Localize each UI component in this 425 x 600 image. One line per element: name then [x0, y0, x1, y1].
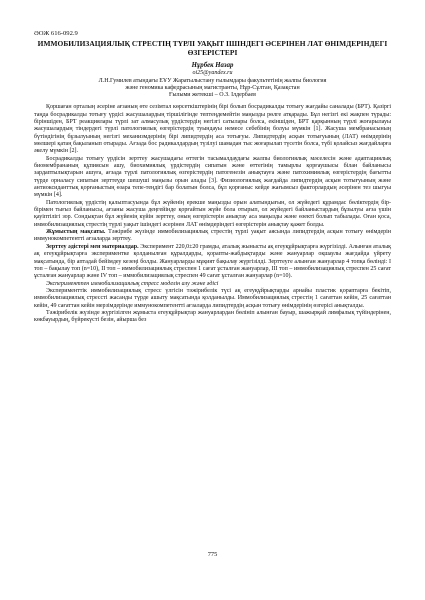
supervisor-line: Ғылыми жетекші – О.З. Ілдербаев — [168, 92, 256, 99]
affiliation-block — [34, 78, 391, 99]
author-name: Нұрбек Назар — [191, 62, 234, 69]
page-number: 775 — [207, 551, 218, 558]
body-paragraph: Тәжірибелік жүзінде жүргізілген жұмыста егеуқұйрықтар жануарлардан бөлініп алынған бауыр, шажырқай лимфалық түйіндерінен, көкбауырдың, бүйрекүсті безін, айырша без — [34, 309, 391, 324]
aim-text: Тәжірибе жүзінде иммобилизациялық стрестің түрлі уақыт аясында липидтердің асқын тотығу өнімдерін иммунокомпетентті ағзаларда зерттеу. — [34, 229, 392, 243]
aim-label: Жұмыстың мақсаты. — [46, 229, 106, 236]
experiment-subheading: Экспериментпен иммобилизациялық стресс моделін алу және әдісі — [46, 280, 219, 287]
body-paragraph: Босрадикалды тотығу үрдісін зерттеу жасушадағы өттегін тасымалдаудағы жалпы биологиялық мәселесін және адаптациялық биомембрананың құпиясын ашу, биохимиялық үрдістердің сипатын және өттегінің тамырлы қорғаушысы білан байланысы зардаптылықтарын ашуға, ағзада түрлі патологиялық өзгерістердің патогенезін анықтауға және патохимиялық өзгерістердің бағытты түрде орналасу сипатын зерттеуде шешуші маңызы орын алады [3]. Физиологиялық жағдайда липидтердің асқын тотығуының және антиоксиданттық қорғаныстың өзара тепе-теңдігі бар болатын болса, бұл қорғаныс кейде жағымсыз факторлардың әсерінен тез шыгуы мүмкін [4]. — [34, 155, 391, 199]
body-paragraph: Қоршаған орталың әсеріне ағзаның өте сезімтал көрсеткіштерінің бірі болып босрадикалды тотығу жағдайы саналады (БРТ). Қазіргі таңда босрадикалды тотығу үрдісі жасушалардың тіршілігінде тептеңдемейтін маңызды рөлге атқарады. Бұл негізгі екі жақпен түрады: біріншіден, БРТ реакциялары түрлі зат алмасулық үрдістердің негізгі сатылары болса, екіншіден, БРТ қарқынның түрлі жоғарылауы жасушалардың тіндердегі түрлі патологиялық өзгерістердің туындауы немесе себебінің болуы мүмкін [1]. Жасуша мембранасының бүтіндігінің бұзылуының негізгі механизмдерінің бірі липидтердің аса тотығуы. Липидтердің асқын тотығуының (ЛАТ) өнімдерінің мөлшері қатаң бақыланып отырады. Ағзада бос радикалдардың түзілуі шамадан тыс жоғарылап түсетін болса, түбі қолайсыз жағдайларға әкелу мүмкін [2]. — [34, 104, 391, 155]
body-paragraph: Эксперименттік иммобилизациялық стресс үлгісін тәжірибелік түсі ақ егеуқұйрықтарды арнайы пластик қораптарға бекітіп, иммобилизациялық стрессті жасанды түрде ашыту мақсатында қолданылды. Иммобилизациялық стрестің 1 сағаттан кейін, 25 сағаттан кейін, 49 сағаттан кейін мерзімдерінде иммунокомпетентті ағзаларда липидтердің асқын тотығу өнімдерінің өзгерісі анықталды. — [34, 287, 391, 309]
methods-text: Эксперимент 220,0±20 грамды, аталық жынысты ақ егеуқұйрықтарға жүргізілді. Алынған аталық ақ егеуқұйрықтарға экспериментке қолданылған құралдарды, қорапты-жабдықтарды және жануарлар оқшаулы жағдайда үйрету мақсатында, бір аптадай бейімдеу кезеңі болды. Жануарларды мұқият бақылау жүргізілді. Зерттеуге алынған жануарлар 4 топқа бөлінді: І топ – бақылау топ (n=10), ІІ топ – иммобилизациялық стреспен 1 сағат ұсталған жануарлар, ІІІ топ – иммобилизациялық стреспен 25 сағат ұсталған жануарлар және ІV топ – иммобилизациялық стреспен 49 сағат ұсталған жануарлар (n=10). — [34, 243, 392, 280]
body-paragraph: Патологиялық үрдістің қалыптасуында бұл жүйенің ерекше маңызды орын алатындығын, ол жүйедегі құрамдас бөліктердің бір-бірімен тығыз байланысы, ағзаны жасуша деңгейінде қорғайтын жүйе бола отырып, ол жүйедегі байланыстардың бұзылуы ағза үшін қауіптілігі зор. Сондықтан бұл жүйенің күйін зерттеу, оның өзгерістерін анықтау аса маңызды және өзекті болып табылады. Оған қоса, иммобилизациялық стрестің түрлі уақыт ішіндегі әсерінен ЛАТ өнімдеріндегі өзгерістерін анықтау қажет болды. — [34, 199, 391, 228]
udc-code: ӘОЖ 616-092.9 — [34, 30, 78, 37]
author-email: oi25@yandex.ru — [192, 70, 233, 76]
affiliation-line: және геномика кафедрасының магистранты, Нұр-Сұлтан, Қазақстан — [125, 85, 300, 92]
aim-paragraph — [34, 229, 391, 244]
article-title: ИММОБИЛИЗАЦИЯЛЫҚ СТРЕСТІҢ ТҮРЛІ УАҚЫТ ІШІНДЕГІ ӘСЕРІНЕН ЛАТ ӨНІМДЕРІНДЕГІ ӨЗГЕРІСТЕРІ — [37, 39, 388, 57]
affiliation-line: Л.Н.Гумилев атындағы ЕҰУ Жаратылыстану ғылымдары факультетінің жалпы биология — [98, 78, 327, 84]
methods-paragraph — [34, 244, 391, 281]
methods-label: Зерттеу әдістері мен материалдар. — [46, 243, 139, 250]
article-page — [34, 30, 391, 590]
